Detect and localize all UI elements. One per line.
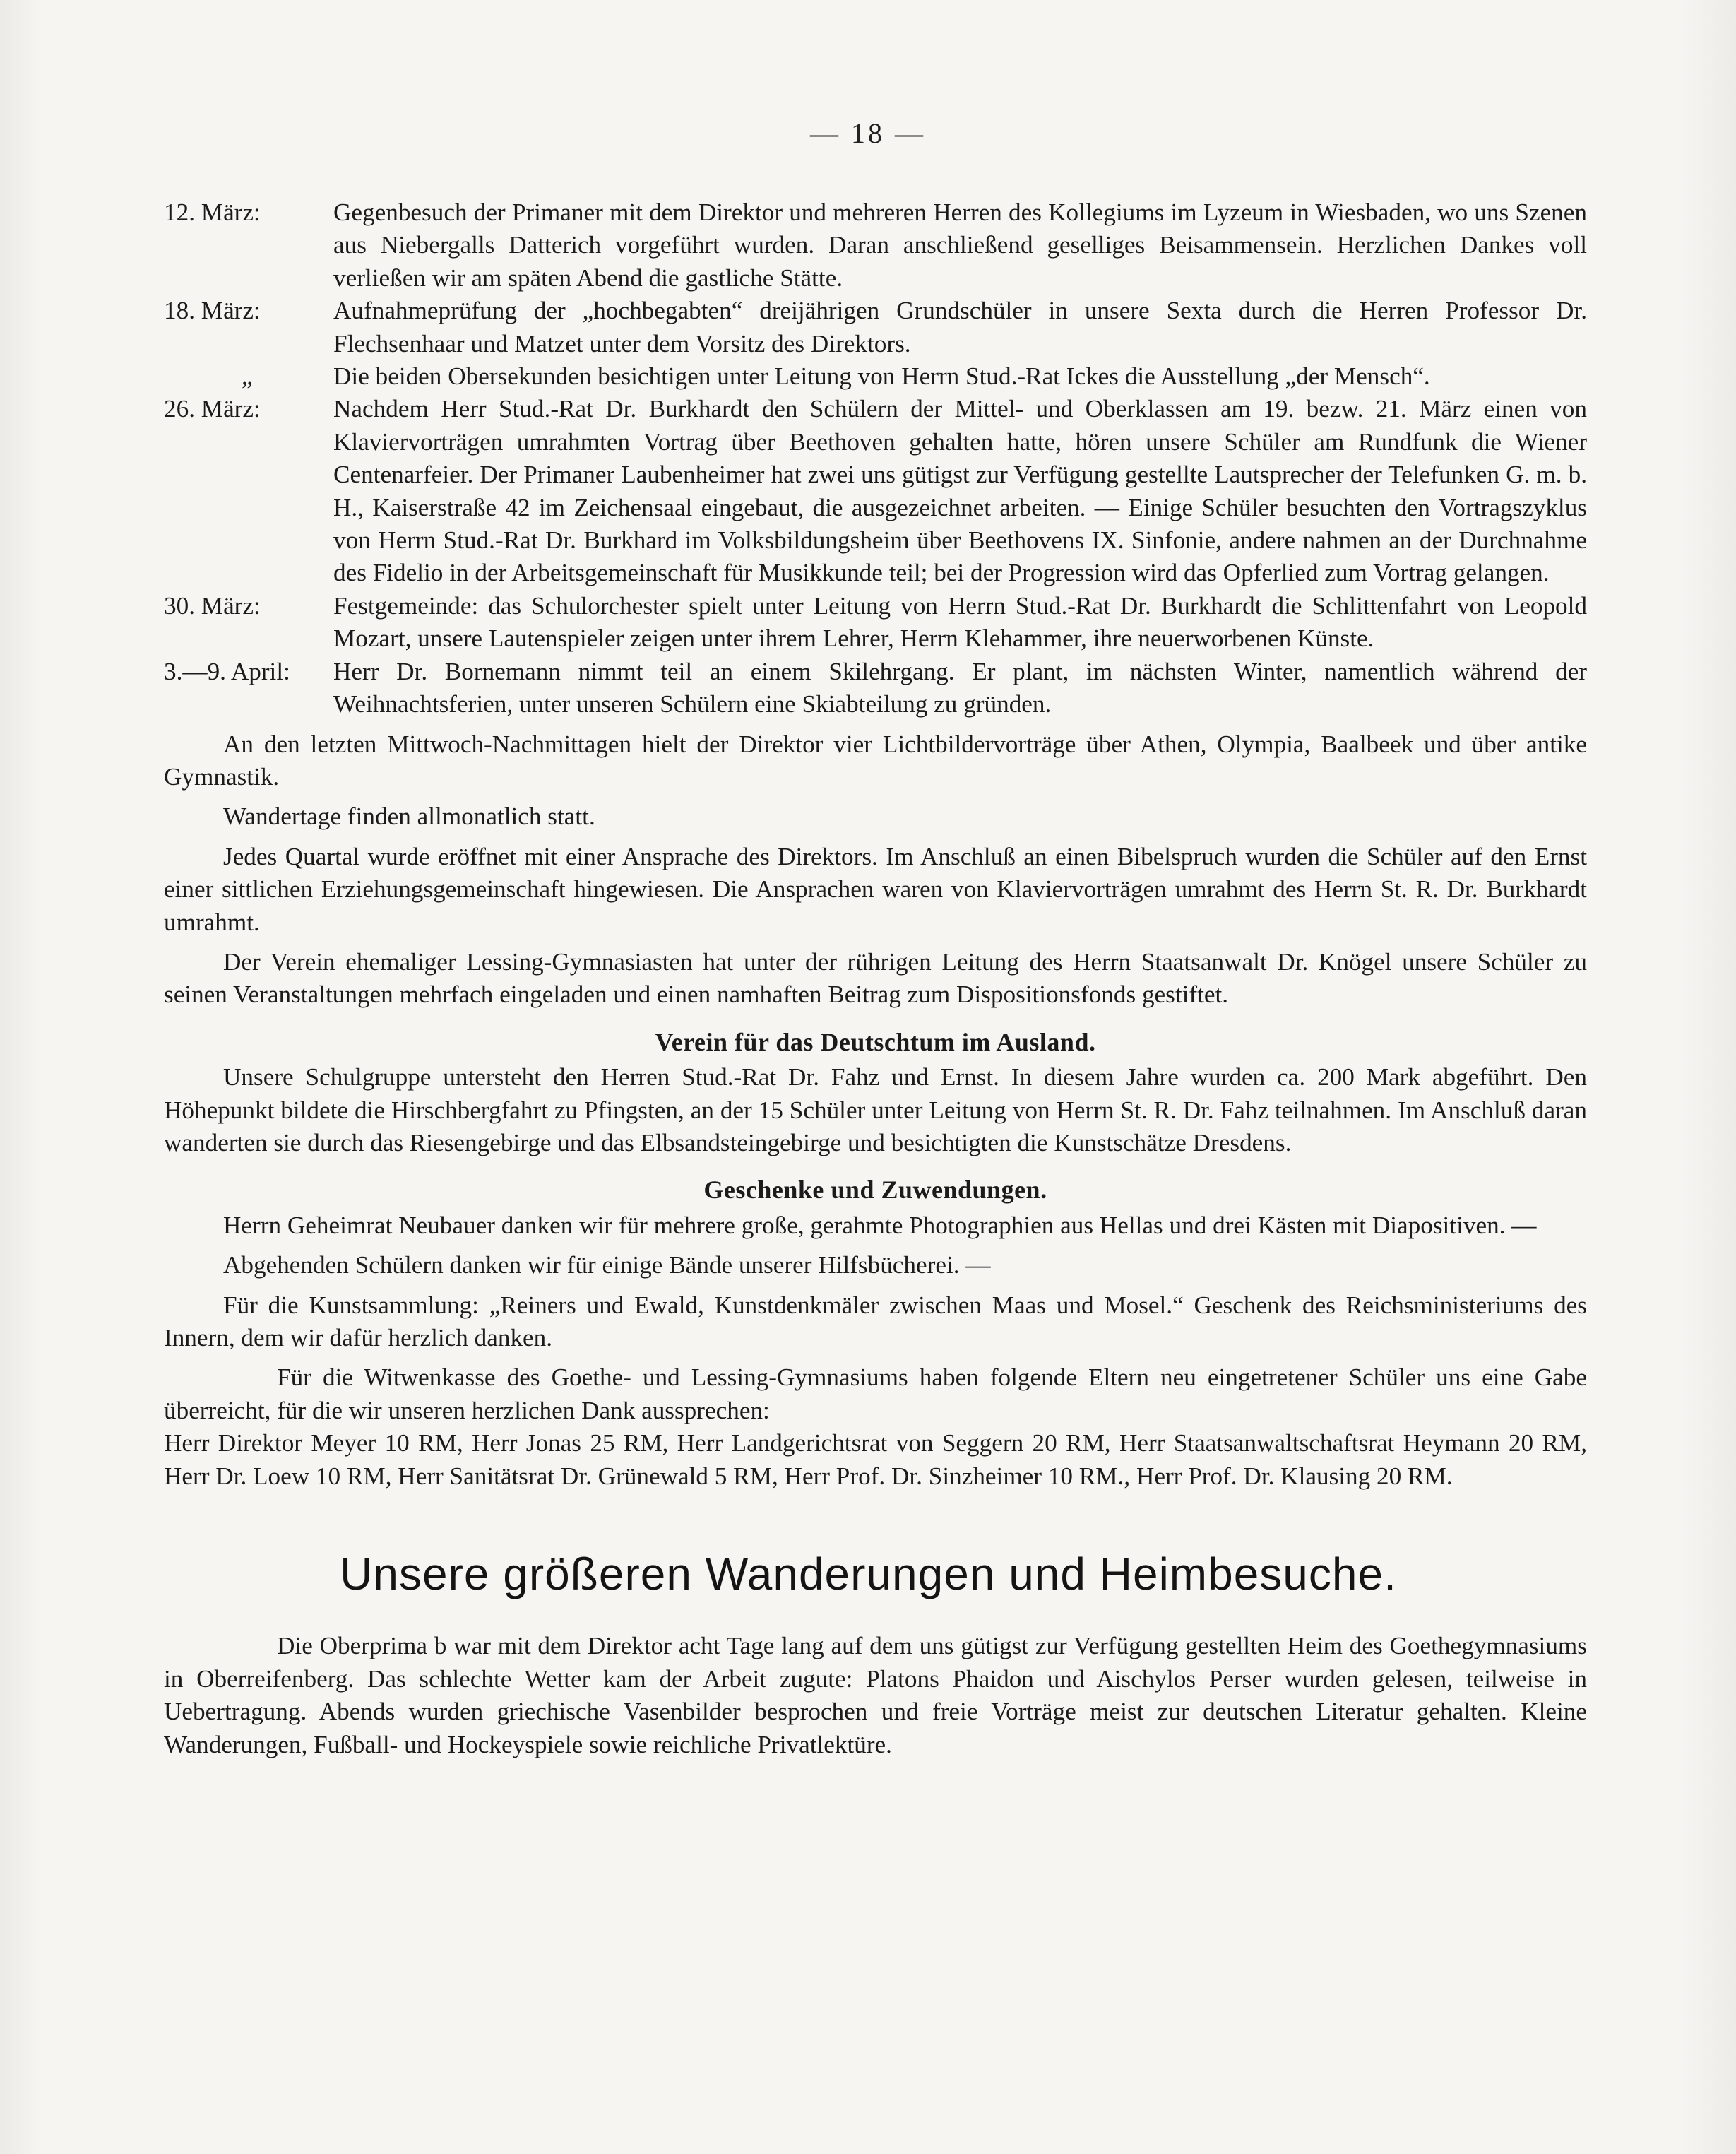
entry-text: Die beiden Obersekunden besichtigen unter Leitung von Herrn Stud.-Rat Ickes die Ausstellung „der Mensch“. — [333, 362, 1430, 391]
entry-text: Aufnahmeprüfung der „hochbegabten“ dreijährigen Grundschüler in unsere Sexta durch die Herren Professor Dr. Flechsenhaar und Matzet unter dem Vorsitz des Direktors. — [333, 297, 1587, 357]
chronicle-entry — [164, 656, 1587, 721]
paragraph-verein-ehemaliger: Der Verein ehemaliger Lessing-Gymnasiasten hat unter der rührigen Leitung des Herrn Staatsanwalt Dr. Knögel unsere Schüler zu seinen Veranstaltungen mehrfach eingeladen und einen namhaften Beitrag zum Dispositionsfonds gestiftet. — [164, 947, 1587, 1009]
paragraph-wandertage: Wandertage finden allmonatlich statt. — [223, 803, 595, 831]
entry-text: Nachdem Herr Stud.-Rat Dr. Burkhardt den Schülern der Mittel- und Oberklassen am 19. bezw. 21. März einen von Klaviervorträgen umrahmten Vortrag über Beethoven gehalten hatte, hören unsere Schüler am Rundfunk die Wiener Centenarfeier. Der Primaner Laubenheimer hat zwei uns gütigst zur Verfügung gestellte Lautsprecher der Telefunken G. m. b. H., Kaiserstraße 42 im Zeichensaal eingebaut, die ausgezeichnet arbeiten. — Einige Schüler besuchten den Vortragszyklus von Herrn Stud.-Rat Dr. Burkhard im Volksbildungsheim über Beethovens IX. Sinfonie, andere nahmen an der Durchnahme des Fidelio in der Arbeitsgemeinschaft für Musikkunde teil; bei der Progression wird das Opferlied zum Vortrag gelangen. — [333, 395, 1587, 587]
entry-date: 26. März: — [164, 395, 261, 423]
paragraph-witwenkasse: Für die Witwenkasse des Goethe- und Lessing-Gymnasiums haben folgende Eltern neu eingetretener Schüler uns eine Gabe überreicht, für die wir unseren herzlichen Dank aussprechen: — [164, 1363, 1587, 1424]
donations-list: Herr Direktor Meyer 10 RM, Herr Jonas 25 RM, Herr Landgerichtsrat von Seggern 20 RM, Herr Staatsanwaltschaftsrat Heymann 20 RM, Herr Dr. Loew 10 RM, Herr Sanitätsrat Dr. Grünewald 5 RM, Herr Prof. Dr. Sinzheimer 10 RM., Herr Prof. Dr. Klausing 20 RM. — [164, 1429, 1587, 1490]
entry-text: Festgemeinde: das Schulorchester spielt unter Leitung von Herrn Stud.-Rat Dr. Burkhardt die Schlittenfahrt von Leopold Mozart, unsere Lautenspieler zeigen unter ihrem Lehrer, Herrn Klehammer, ihre neuerworbenen Künste. — [333, 591, 1587, 653]
paragraph-oberprima: Die Oberprima b war mit dem Direktor acht Tage lang auf dem uns gütigst zur Verfügung gestellten Heim des Goethegymnasiums in Oberreifenberg. Das schlechte Wetter kam der Arbeit zugute: Platons Phaidon und Aischylos Perser wurden gelesen, teilweise in Uebertragung. Abends wurden griechische Vasenbilder besprochen und freie Vorträge meist zur deutschen Literatur gehalten. Kleine Wanderungen, Fußball- und Hockeyspiele sowie reichliche Privatlektüre. — [164, 1632, 1587, 1758]
entry-date: 3.—9. April: — [164, 657, 290, 685]
entry-date: 12. März: — [164, 199, 261, 226]
chronicle-entry — [164, 295, 1587, 360]
chronicle-entry — [164, 393, 1587, 589]
chronicle-entry — [164, 590, 1587, 656]
entry-text: Herr Dr. Bornemann nimmt teil an einem Skilehrgang. Er plant, im nächsten Winter, namentlich während der Weihnachtsferien, unter unseren Schülern eine Skiabteilung zu gründen. — [333, 657, 1587, 718]
heading-verein-deutschtum: Verein für das Deutschtum im Ausland. — [655, 1027, 1096, 1056]
paragraph-schulgruppe: Unsere Schulgruppe untersteht den Herren Stud.-Rat Dr. Fahz und Ernst. In diesem Jahre wurden ca. 200 Mark abgeführt. Den Höhepunkt bildete die Hirschbergfahrt zu Pfingsten, an der 15 Schüler unter Leitung von Herrn St. R. Dr. Fahz teilnahmen. Im Anschluß daran wanderten sie durch das Riesengebirge und das Elbsandsteingebirge und besichtigten die Kunstschätze Dresdens. — [164, 1063, 1587, 1156]
entry-text: Gegenbesuch der Primaner mit dem Direktor und mehreren Herren des Kollegiums im Lyzeum in Wiesbaden, wo uns Szenen aus Niebergalls Datterich vorgeführt wurden. Daran anschließend geselliges Beisammensein. Herzlichen Dankes voll verließen wir am späten Abend die gastliche Stätte. — [333, 199, 1587, 292]
heading-geschenke: Geschenke und Zuwendungen. — [703, 1176, 1047, 1205]
paragraph-hilfsbuecherei: Abgehenden Schülern danken wir für einige Bände unserer Hilfsbücherei. — — [223, 1251, 991, 1279]
chronicle-entry — [164, 196, 1587, 295]
page-content — [164, 196, 1587, 1761]
section-title: Unsere größeren Wanderungen und Heimbesuche. — [340, 1549, 1397, 1600]
entry-date-ditto: „ — [242, 362, 253, 391]
paragraph-quartal: Jedes Quartal wurde eröffnet mit einer Ansprache des Direktors. Im Anschluß an einen Bibelspruch wurden die Schüler auf den Ernst einer sittlichen Erziehungsgemeinschaft hingewiesen. Die Ansprachen waren von Klaviervorträgen umrahmt des Herrn St. R. Dr. Burkhardt umrahmt. — [164, 842, 1587, 936]
paragraph-neubauer: Herrn Geheimrat Neubauer danken wir für mehrere große, gerahmte Photographien aus Hellas und drei Kästen mit Diapositiven. — — [223, 1211, 1537, 1239]
paragraph-kunstsammlung: Für die Kunstsammlung: „Reiners und Ewald, Kunstdenkmäler zwischen Maas und Mosel.“ Geschenk des Reichsministeriums des Innern, dem wir dafür herzlich danken. — [164, 1291, 1587, 1351]
chronicle-entry — [164, 360, 1587, 393]
entry-date: 18. März: — [164, 297, 261, 325]
paragraph-lichtbilder: An den letzten Mittwoch-Nachmittagen hielt der Direktor vier Lichtbildervorträge über Athen, Olympia, Baalbeek und über antike Gymnastik. — [164, 730, 1587, 791]
entry-date: 30. März: — [164, 591, 261, 620]
page-number: — 18 — — [810, 117, 926, 149]
